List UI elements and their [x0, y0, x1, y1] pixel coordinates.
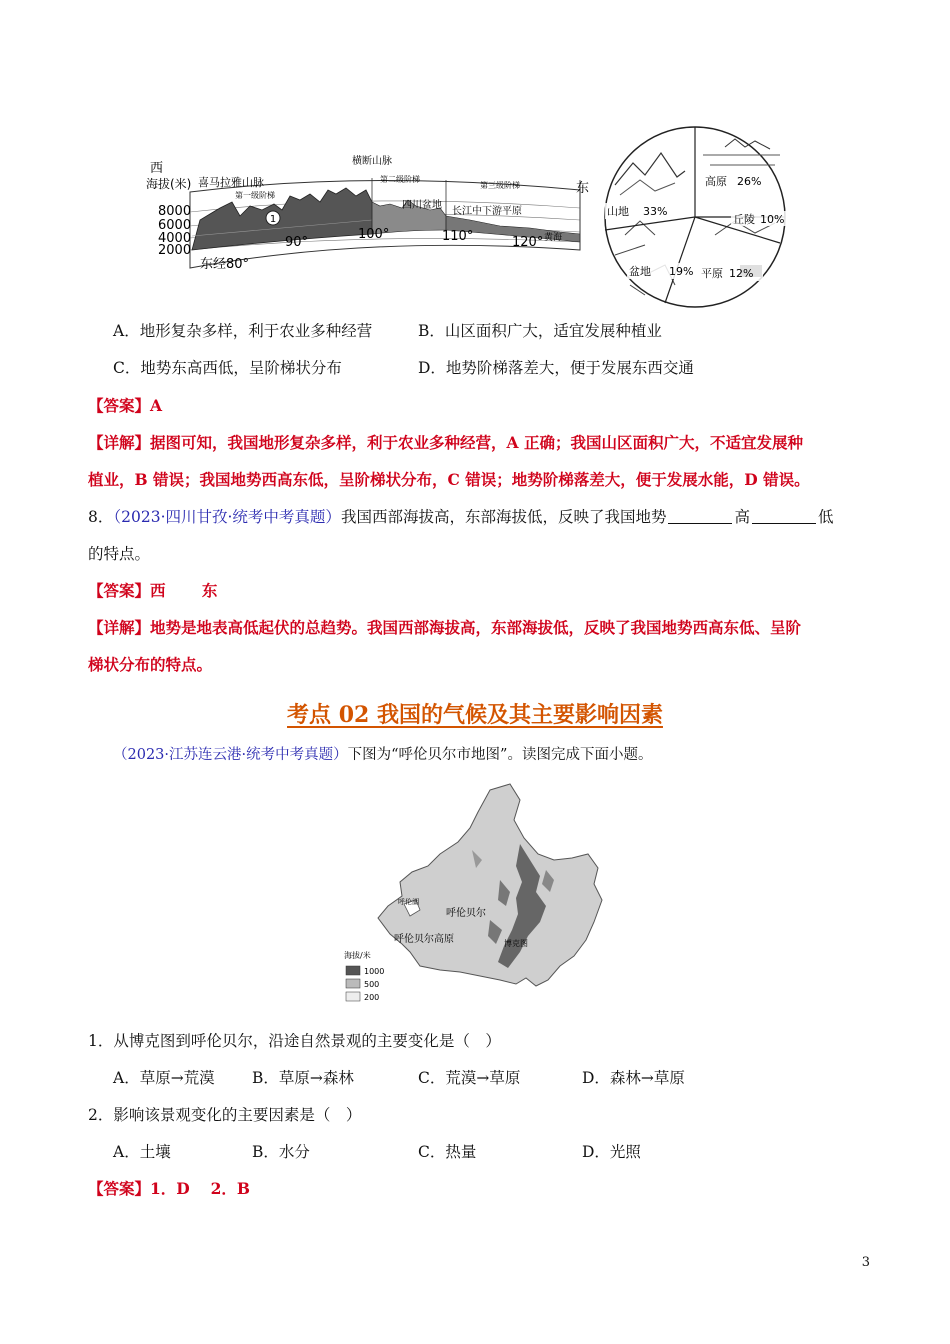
- q1-option-c: C．荒漠→草原: [418, 1069, 521, 1087]
- q1-option-d: D．森林→草原: [582, 1069, 685, 1087]
- q2-question: 2．影响该景观变化的主要因素是（ ）: [88, 1106, 362, 1124]
- pie-value-plain: 12%: [729, 267, 754, 280]
- landform-pie-chart: [585, 125, 805, 310]
- q8-text-high: 高: [734, 508, 750, 526]
- terrain-west-label: 西: [150, 161, 164, 176]
- label-step3: 第三级阶梯: [480, 181, 520, 190]
- q8-text: 我国西部海拔高，东部海拔低，反映了我国地势: [340, 508, 667, 526]
- q8-answer: [88, 580, 217, 602]
- map-label-hulun-lake: 呼伦湖: [398, 898, 419, 906]
- map-label-hulunbuir: 呼伦贝尔: [446, 908, 486, 919]
- label-step2: 第二级阶梯: [380, 175, 420, 184]
- q1-option-a: A．草原→荒漠: [113, 1069, 215, 1087]
- q8-source: （2023·四川甘孜·统考中考真题）: [113, 508, 341, 526]
- label-sichuan-basin: 四川盆地: [402, 200, 442, 211]
- pie-value-hills: 10%: [760, 213, 785, 226]
- tick-elev-8000: 8000: [158, 204, 192, 219]
- final-answer: [88, 1178, 250, 1200]
- intro-text: 下图为“呼伦贝尔市地图”。读图完成下面小题。: [347, 747, 653, 763]
- q7-detail-line2: 植业，B 错误；我国地势西高东低，呈阶梯状分布，C 错误；地势阶梯落差大，便于发展水能，D 错误。: [88, 470, 810, 489]
- terrain-elev-label: 海拔(米): [146, 177, 192, 191]
- intro-source: （2023·江苏连云港·统考中考真题）: [113, 747, 348, 763]
- answer-tag: 【答案】: [88, 581, 151, 600]
- tick-lon-80: 东经80°: [200, 257, 250, 272]
- q2-option-c: C．热量: [418, 1143, 477, 1161]
- section-title: 考点 02 我国的气候及其主要影响因素: [287, 702, 663, 728]
- detail-tag: 【详解】: [88, 618, 151, 637]
- label-yellow-sea: 黄海: [544, 233, 563, 243]
- q2-option-a: A．土壤: [113, 1143, 171, 1161]
- terrain-profile-figure: [140, 150, 590, 275]
- answer-tag: 【答案】: [88, 396, 151, 415]
- q8-detail-line2: 梯状分布的特点。: [88, 655, 213, 674]
- pie-label-plain: 平原: [701, 267, 723, 280]
- detail-text: 地势是地表高低起伏的总趋势。我国西部海拔高，东部海拔低，反映了我国地势西高东低、呈阶: [150, 618, 802, 637]
- detail-text: 据图可知，我国地形复杂多样，利于农业多种经营，A 正确；我国山区面积广大，不适宜发展种: [150, 433, 803, 452]
- map-legend-title: 海拔/米: [344, 951, 371, 960]
- map-legend-500: 500: [364, 980, 380, 989]
- pie-value-mountain: 33%: [643, 205, 668, 218]
- label-yangtze-plain: 长江中下游平原: [452, 206, 522, 217]
- q1-question: 1．从博克图到呼伦贝尔，沿途自然景观的主要变化是（ ）: [88, 1032, 501, 1050]
- pie-label-basin: 盆地: [629, 265, 651, 278]
- tick-elev-2000: 2000: [158, 243, 192, 258]
- q8-detail-line1: [88, 617, 801, 639]
- q8-question: [88, 506, 833, 528]
- q7-answer: [88, 395, 162, 417]
- q2-option-d: D．光照: [582, 1143, 641, 1161]
- map-legend-1000: 1000: [364, 967, 385, 976]
- pie-label-hills: 丘陵: [733, 213, 755, 226]
- tick-elev-6000: 6000: [158, 218, 192, 233]
- answer-text: 1．D 2．B: [150, 1179, 251, 1198]
- q7-option-c: C．地势东高西低，呈阶梯状分布: [113, 359, 342, 377]
- map-legend-200: 200: [364, 993, 380, 1002]
- label-step1: 第一级阶梯: [235, 191, 275, 200]
- label-himalaya: 喜马拉雅山脉: [198, 176, 264, 189]
- hulunbuir-map: [340, 780, 610, 1008]
- answer-text: A: [150, 396, 163, 415]
- terrain-circle-mark: 1: [269, 214, 277, 225]
- q8-number: 8．: [88, 508, 114, 526]
- map-label-boketu: 博克图: [504, 939, 528, 948]
- pie-value-plateau: 26%: [737, 175, 762, 188]
- q7-option-b: B．山区面积广大，适宜发展种植业: [418, 322, 662, 340]
- q8-text-low: 低: [817, 508, 834, 526]
- q7-option-d: D．地势阶梯落差大，便于发展东西交通: [418, 359, 694, 377]
- pie-value-basin: 19%: [669, 265, 694, 278]
- q8-blank-2[interactable]: [752, 507, 816, 524]
- label-hengduan: 横断山脉: [352, 156, 392, 167]
- group-intro: [113, 744, 652, 766]
- pie-label-plateau: 高原: [705, 175, 727, 188]
- terrain-east-label: 东: [576, 181, 590, 196]
- answer-text: 西 东: [150, 581, 218, 600]
- q2-option-b: B．水分: [252, 1143, 310, 1161]
- map-label-hulunbuir-plateau: 呼伦贝尔高原: [394, 934, 454, 945]
- tick-lon-100: 100°: [358, 227, 390, 242]
- page-number: 3: [861, 1255, 870, 1270]
- q7-detail-line1: [88, 432, 803, 454]
- tick-lon-110: 110°: [442, 229, 474, 244]
- q1-option-b: B．草原→森林: [252, 1069, 354, 1087]
- q7-option-a: A．地形复杂多样，利于农业多种经营: [113, 322, 373, 340]
- tick-lon-120: 120°: [512, 235, 544, 250]
- tick-lon-90: 90°: [285, 235, 309, 250]
- answer-tag: 【答案】: [88, 1179, 151, 1198]
- tick-elev-4000: 4000: [158, 231, 192, 246]
- q8-question-line2: 的特点。: [88, 545, 151, 563]
- detail-tag: 【详解】: [88, 433, 151, 452]
- q8-blank-1[interactable]: [668, 507, 732, 524]
- pie-label-mountain: 山地: [607, 205, 629, 218]
